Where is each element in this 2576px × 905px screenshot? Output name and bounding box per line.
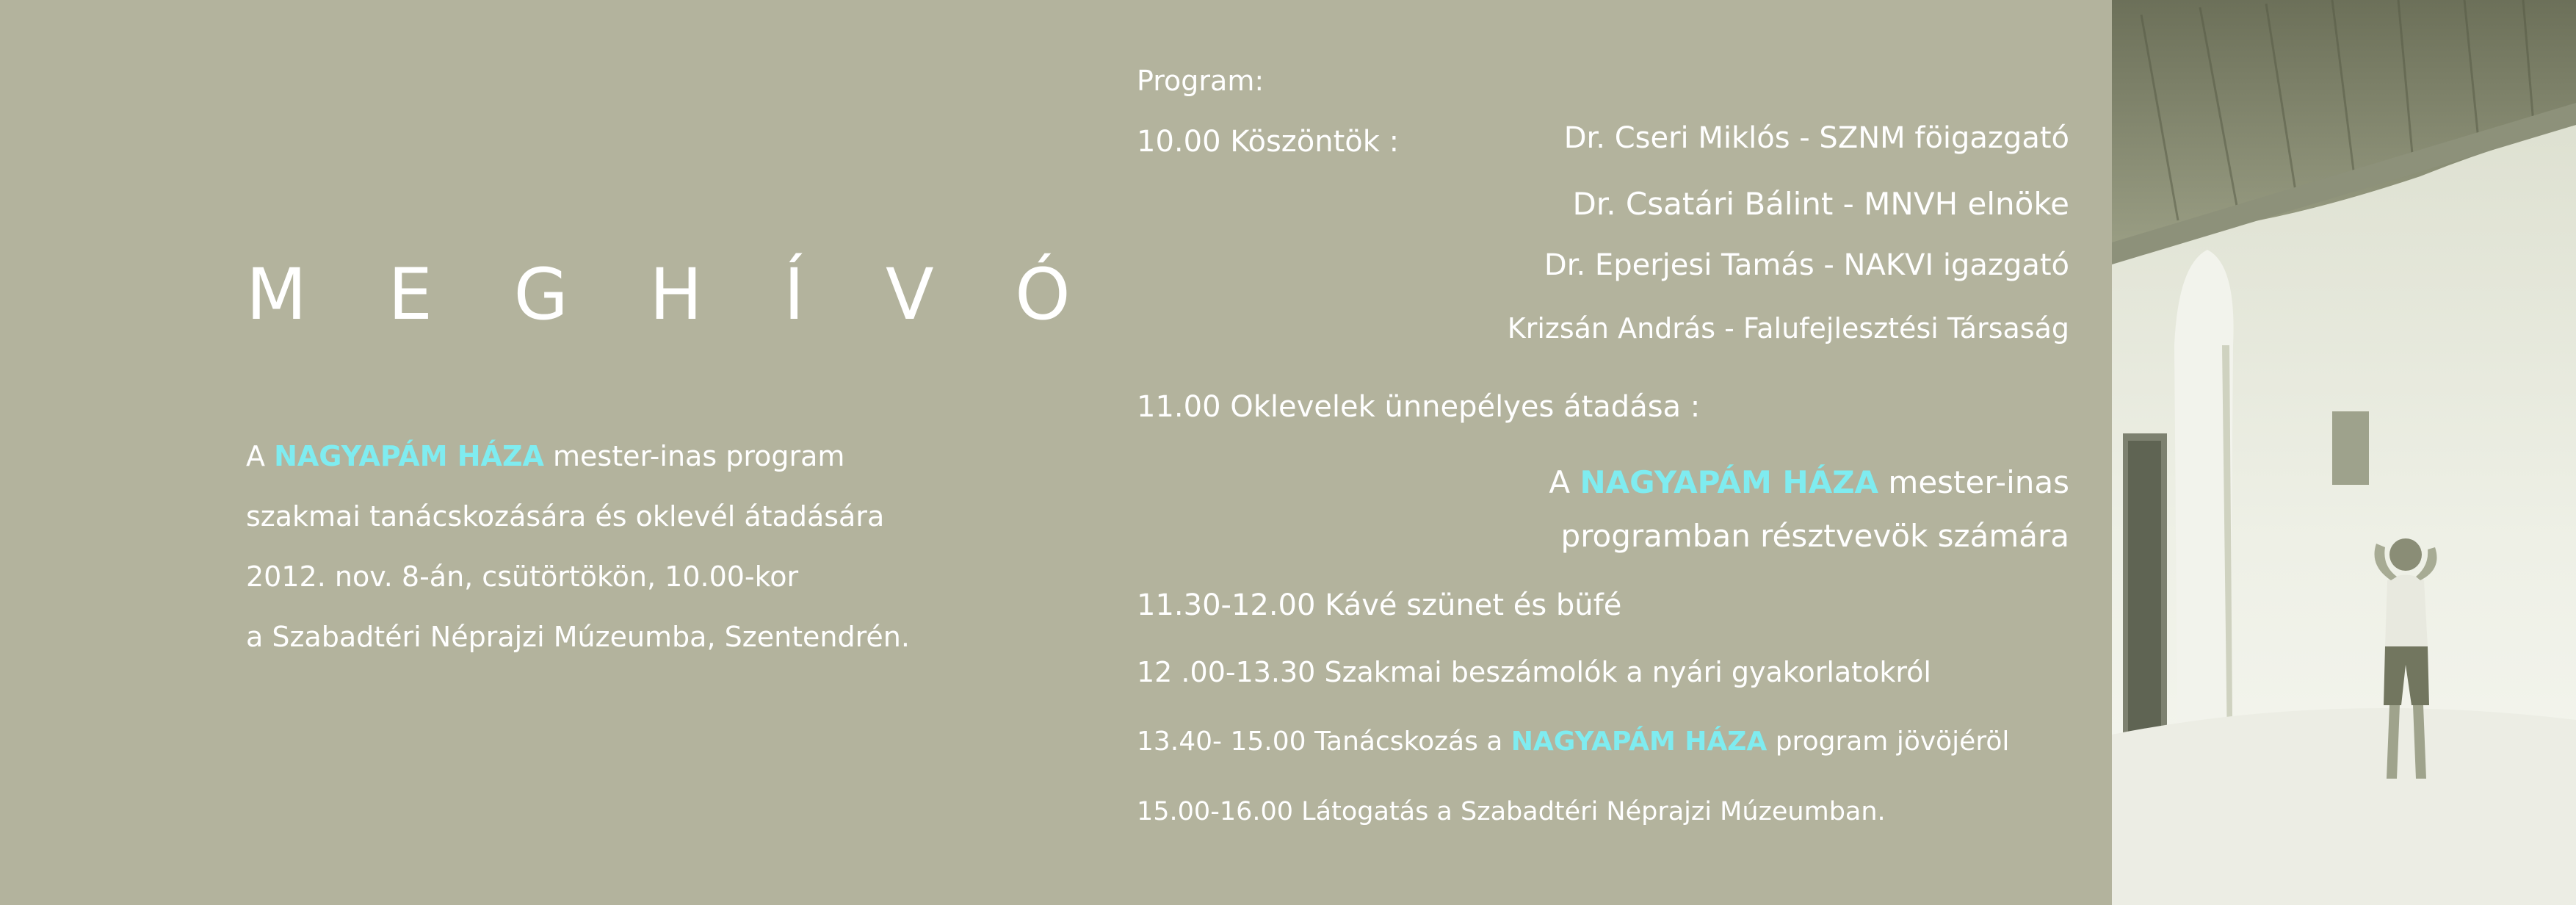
intro-line: 2012. nov. 8-án, csütörtökön, 10.00-kor	[246, 560, 799, 593]
schedule-welcome-time: 10.00 Köszöntök :	[1137, 125, 1400, 159]
diplomas-line: programban résztvevök számára	[1560, 518, 2069, 554]
intro-line	[246, 426, 910, 486]
diplomas-line	[1549, 464, 2069, 500]
schedule-visit: 15.00-16.00 Látogatás a Szabadtéri Néprajzi Múzeumban.	[1137, 797, 1886, 826]
schedule-coffee: 11.30-12.00 Kávé szünet és büfé	[1137, 588, 1622, 622]
intro-text: mester-inas program	[543, 440, 845, 472]
diplomas-text: A	[1549, 464, 1580, 500]
discussion-text: 13.40- 15.00 Tanácskozás a	[1137, 726, 1511, 757]
intro-text: A	[246, 440, 275, 472]
program-name-highlight: NAGYAPÁM HÁZA	[1580, 464, 1879, 500]
speaker-line: Dr. Eperjesi Tamás - NAKVI igazgató	[1544, 248, 2069, 282]
program-heading: Program:	[1137, 65, 1265, 97]
speaker-line: Krizsán András - Falufejlesztési Társaság	[1507, 312, 2069, 345]
invitation-intro	[246, 426, 910, 667]
schedule-discussion	[1137, 726, 2009, 757]
program-name-highlight: NAGYAPÁM HÁZA	[1510, 726, 1768, 757]
invitation-title: M E G H Í V Ó	[246, 253, 1100, 336]
schedule-reports: 12 .00-13.30 Szakmai beszámolók a nyári gyakorlatokról	[1137, 656, 1931, 688]
invitation-panel	[0, 0, 1101, 905]
intro-line: a Szabadtéri Néprajzi Múzeumba, Szentendrén.	[246, 621, 910, 653]
intro-line: szakmai tanácskozására és oklevél átadására	[246, 500, 885, 533]
schedule-diplomas-time: 11.00 Oklevelek ünnepélyes átadása :	[1137, 390, 1701, 424]
diplomas-text: mester-inas	[1878, 464, 2069, 500]
speaker-line: Dr. Csatári Bálint - MNVH elnöke	[1572, 186, 2069, 222]
speaker-line: Dr. Cseri Miklós - SZNM föigazgató	[1563, 121, 2069, 155]
program-panel	[1137, 0, 2084, 905]
village-house-photo	[2112, 0, 2576, 905]
discussion-text: program jövöjéröl	[1767, 726, 2010, 757]
program-name-highlight: NAGYAPÁM HÁZA	[274, 440, 544, 472]
